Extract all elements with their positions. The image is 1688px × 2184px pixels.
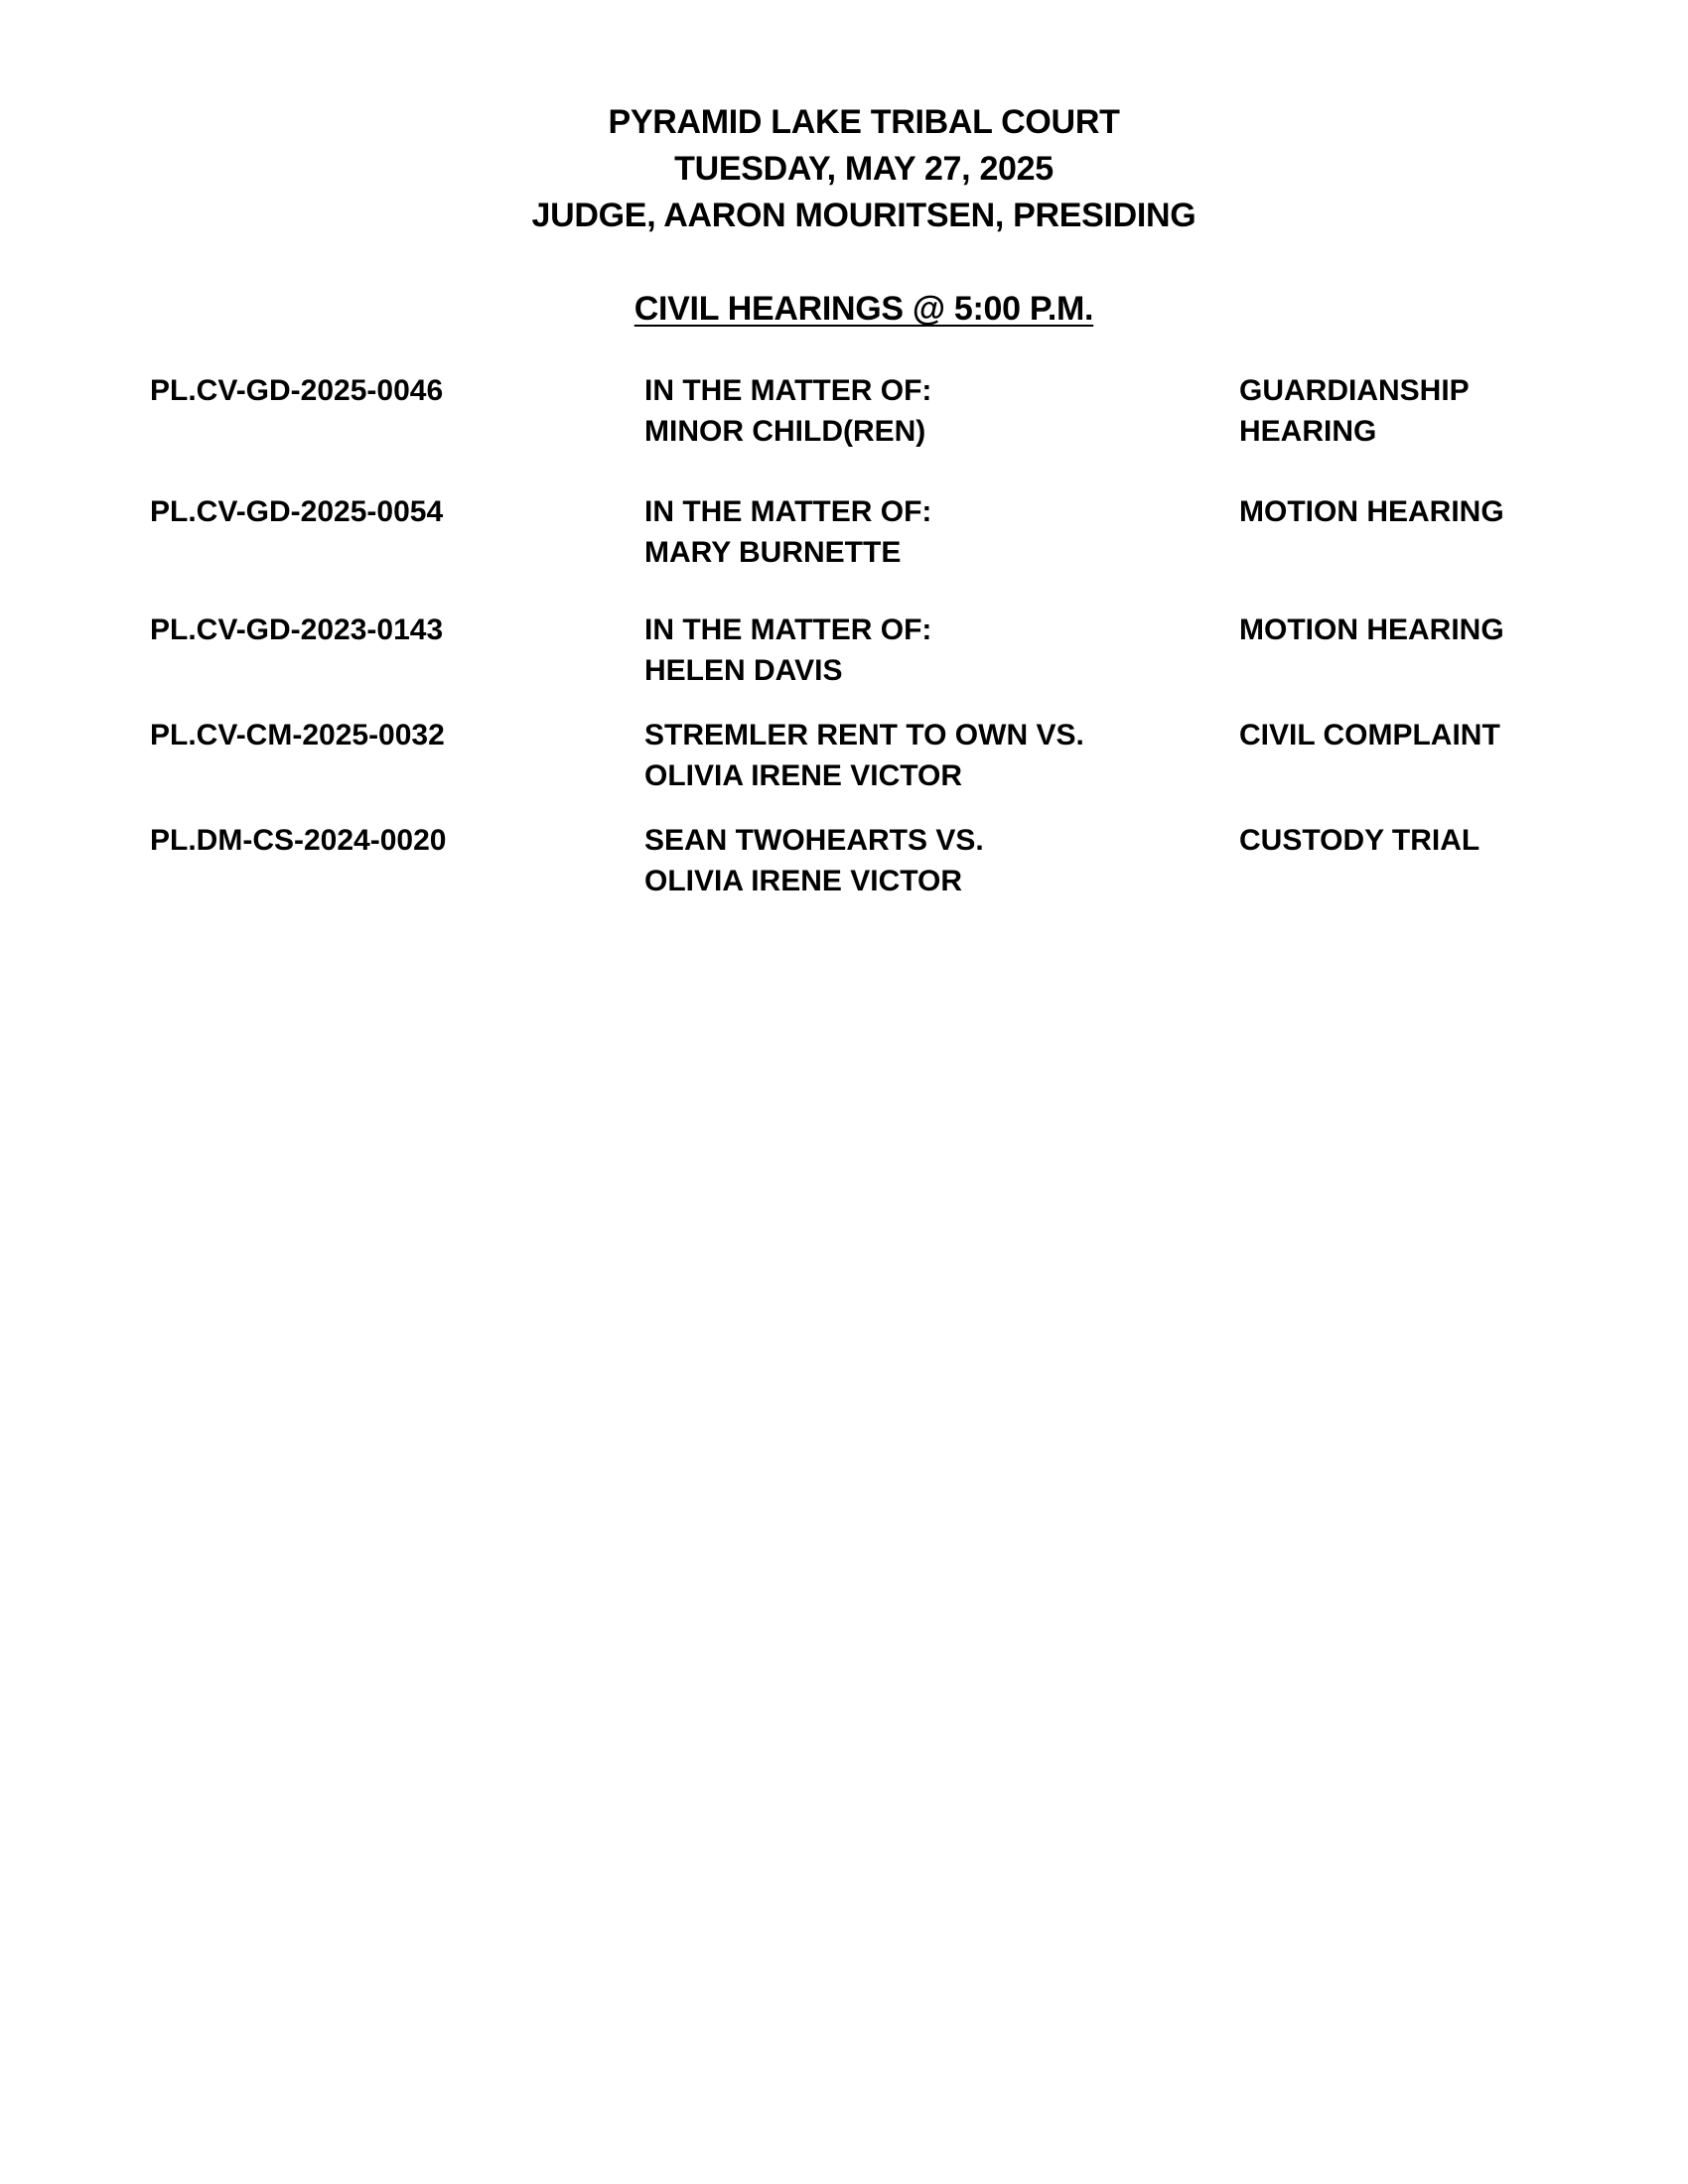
case-matter-line: STREMLER RENT TO OWN VS. <box>644 719 1084 751</box>
case-matter-line: OLIVIA IRENE VICTOR <box>644 759 963 792</box>
hearing-type <box>1239 491 1504 532</box>
hearing-type-line: CUSTODY TRIAL <box>1239 824 1480 857</box>
case-matter <box>644 820 984 901</box>
case-matter <box>644 370 931 452</box>
hearing-date: TUESDAY, MAY 27, 2025 <box>674 150 1054 188</box>
hearing-type <box>1239 610 1504 650</box>
court-name: PYRAMID LAKE TRIBAL COURT <box>608 103 1120 141</box>
hearing-type <box>1239 715 1500 755</box>
hearing-type-line: GUARDIANSHIP <box>1239 374 1470 407</box>
case-number: PL.CV-GD-2025-0046 <box>150 374 444 407</box>
case-matter-line: MINOR CHILD(REN) <box>644 415 926 448</box>
presiding-judge: JUDGE, AARON MOURITSEN, PRESIDING <box>531 197 1196 234</box>
case-matter <box>644 715 1084 796</box>
case-matter-line: IN THE MATTER OF: <box>644 614 932 646</box>
case-matter-line: MARY BURNETTE <box>644 536 902 569</box>
case-number: PL.DM-CS-2024-0020 <box>150 824 447 857</box>
hearing-type-line: CIVIL COMPLAINT <box>1239 719 1500 751</box>
case-matter-line: IN THE MATTER OF: <box>644 374 932 407</box>
section-title-text: CIVIL HEARINGS @ 5:00 P.M. <box>633 290 1094 328</box>
case-matter <box>644 491 931 573</box>
case-number: PL.CV-CM-2025-0032 <box>150 719 445 751</box>
case-number: PL.CV-GD-2025-0054 <box>150 495 444 528</box>
court-header <box>0 99 1688 239</box>
hearing-type <box>1239 820 1479 861</box>
hearing-type <box>1239 370 1470 452</box>
case-matter-line: IN THE MATTER OF: <box>644 495 932 528</box>
case-matter-line: HELEN DAVIS <box>644 654 843 687</box>
hearing-type-line: MOTION HEARING <box>1239 614 1504 646</box>
case-number: PL.CV-GD-2023-0143 <box>150 614 444 646</box>
section-title <box>0 286 1688 333</box>
case-matter-line: OLIVIA IRENE VICTOR <box>644 865 963 897</box>
case-matter-line: SEAN TWOHEARTS VS. <box>644 824 984 857</box>
hearing-type-line: HEARING <box>1239 415 1377 448</box>
case-matter <box>644 610 931 691</box>
hearing-type-line: MOTION HEARING <box>1239 495 1504 528</box>
